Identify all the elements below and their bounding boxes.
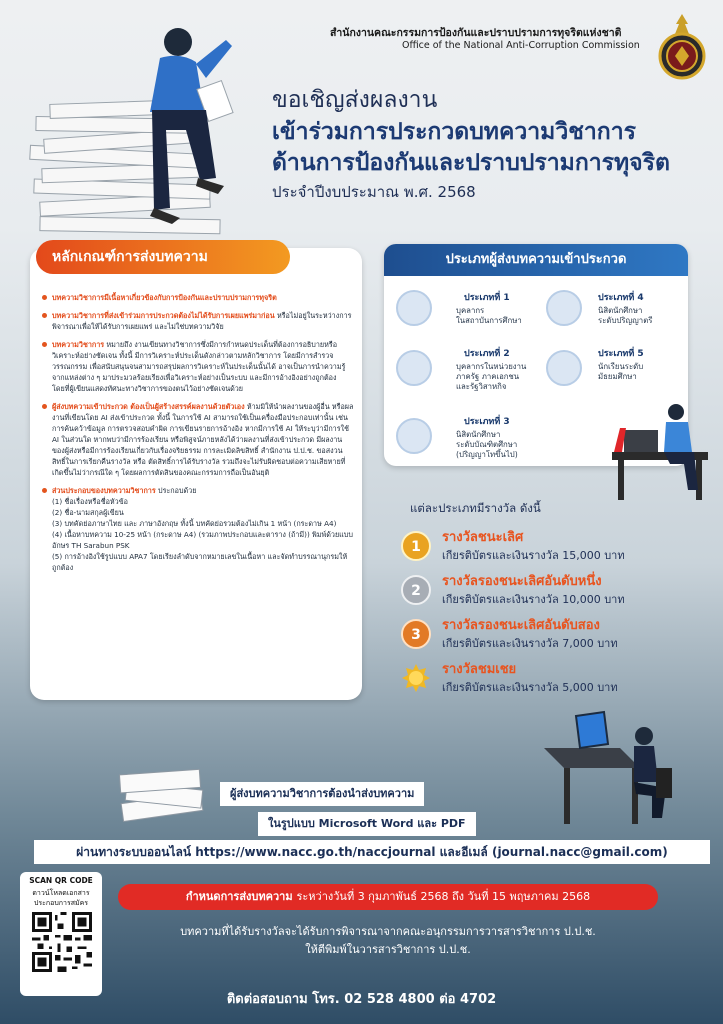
qr-caption-line-1: ดาวน์โหลดเอกสาร [32,889,90,897]
org-name-thai: สำนักงานคณะกรรมการป้องกันและปราบปรามการทุจริตแห่งชาติ [330,27,622,39]
svg-text:1: 1 [411,539,421,555]
hero-title-line-3: ด้านการป้องกันและปราบปรามการทุจริต [272,150,670,176]
criteria-item: บทความวิชาการที่ส่งเข้าร่วมการประกวดต้องไม่ได้รับการเผยแพร่มาก่อน หรือไม่อยู่ในระหว่างการพิจารณาเพื่อให้ได้รับการเผยแพร่ และไม่ใช่บทความวิจัย [42,310,354,332]
svg-text:2: 2 [411,583,421,599]
hero-title-line-1: ขอเชิญส่งผลงาน [272,87,438,113]
svg-text:3: 3 [411,627,421,643]
papers-illustration [112,752,212,832]
qr-caption-line-2: ประกอบการสมัคร [33,899,89,907]
hero-title-line-2: เข้าร่วมการประกวดบทความวิชาการ [272,119,636,145]
publication-note-line-1: บทความที่ได้รับรางวัลจะได้รับการพิจารณาจากคณะอนุกรรมการวารสารวิชาการ ป.ป.ช. [180,925,596,938]
component-item: (1) ชื่อเรื่องหรือชื่อหัวข้อ [52,497,128,506]
criteria-item: ส่วนประกอบของบทความวิชาการ ประกอบด้วย (1) ชื่อเรื่องหรือชื่อหัวข้อ (2) ชื่อ-นามสกุลผู้เขียน (3) บทคัดย่อภาษาไทย และ ภาษาอังกฤษ ทั้งนี้ บทคัดย่อรวมต้องไม่เกิน 1 หน้า (กระดาษ A4) (4) เนื้อหาบทความ 10-25 หน้า (กระดาษ A4) (รวมภาพประกอบและตาราง (ถ้ามี)) พิมพ์ด้วยแบบอักษร TH Sarabun PSK (5) การอ้างอิงใช้รูปแบบ APA7 โดยเรียงลำดับจากหมายเลขในเนื้อหา และจัดทำบรรณานุกรมให้ถูกต้อง [42,485,354,573]
submission-online-link[interactable]: ผ่านทางระบบออนไลน์ https://www.nacc.go.th/naccjournal และอีเมล์ (journal.nacc@gmail.com) [34,840,710,864]
person-at-desk-illustration [604,394,714,504]
prize-honorable: รางวัลชมเชย เกียรติบัตรและเงินรางวัล 5,000 บาท [400,658,700,698]
stacked-papers-illustration [20,18,280,258]
criteria-list [42,292,354,580]
prizes-intro: แต่ละประเภทมีรางวัล ดังนี้ [410,501,541,515]
user-avatar-icon [396,418,432,454]
qr-title: SCAN QR CODE [29,876,93,885]
contact-info: ติดต่อสอบถาม โทร. 02 528 4800 ต่อ 4702 [226,992,497,1007]
silver-medal-icon [400,574,432,606]
criteria-item: บทความวิชาการ หมายถึง งานเขียนทางวิชาการซึ่งมีการกำหนดประเด็นที่ต้องการอธิบายหรือวิเคราะห์อย่างชัดเจน ทั้งนี้ มีการวิเคราะห์ประเด็นดังกล่าวตามหลักวิชาการ โดยมีการสำรวจวรรณกรรม เพื่อสนับสนุนจนสามารถสรุปผลการวิเคราะห์ในประเด็นนั้นได้ อาจเป็นการนำความรู้จากแหล่งต่าง ๆ มาประมวลร้อยเรียงเพื่อวิเคราะห์อย่างเป็นระบบ และมีการอ้างอิงอย่างถูกต้อง โดยที่ผู้เขียนแสดงทัศนะทางวิชาการของตนไว้อย่างชัดเจนด้วย [42,339,354,394]
honor-medal-icon [400,662,432,694]
submission-format-line-1: ผู้ส่งบทความวิชาการต้องนำส่งบทความ [220,782,424,806]
user-avatar-icon [546,290,582,326]
qr-code-icon[interactable] [32,912,92,972]
nacc-logo-icon [655,12,709,82]
component-item: (5) การอ้างอิงใช้รูปแบบ APA7 โดยเรียงลำดับจากหมายเลขในเนื้อหา และจัดทำบรรณานุกรมให้ถูกต้อง [52,552,348,572]
org-name-english: Office of the National Anti-Corruption Commission [402,40,640,51]
person-at-computer-illustration [540,708,680,828]
user-avatar-icon [396,290,432,326]
prize-third: 3 รางวัลรองชนะเลิศอันดับสอง เกียรติบัตรและเงินรางวัล 7,000 บาท [400,614,700,654]
submission-format-line-2: ในรูปแบบ Microsoft Word และ PDF [258,812,476,836]
categories-heading: ประเภทผู้ส่งบทความเข้าประกวด [384,244,688,276]
gold-medal-icon [400,530,432,562]
prize-first: 1 รางวัลชนะเลิศ เกียรติบัตรและเงินรางวัล 15,000 บาท [400,526,700,566]
user-avatar-icon [396,350,432,386]
component-item: (2) ชื่อ-นามสกุลผู้เขียน [52,508,124,517]
hero-title-line-4: ประจำปีงบประมาณ พ.ศ. 2568 [272,183,476,201]
criteria-item: ผู้ส่งบทความเข้าประกวด ต้องเป็นผู้สร้างสรรค์ผลงานด้วยตัวเอง ห้ามมิให้นำผลงานของผู้อื่น หรือผลงานที่เขียนโดย AI ส่งเข้าประกวด ทั้งนี้ ในการใช้ AI สามารถใช้เป็นเครื่องมือประกอบเท่านั้น เช่น การค้นคว้าข้อมูล การตรวจสอบคำผิด การเขียนรายการอ้างอิง หากมีการใช้ AI ให้ระบุว่ามีการใช้ AI ในส่วนใด หากพบว่ามีการร้องเรียน หรือพิสูจน์ภายหลังได้ว่าผลงานที่ส่งเข้าประกวด มีผลงานของผู้ส่งหรือมีการร้องเรียนเกี่ยวกับเรื่องจริยธรรม การละเมิดลิขสิทธิ์ สำนักงาน ป.ป.ช. ขอสงวนสิทธิ์ในการเรียกคืนรางวัล หรือ ตัดสิทธิ์การได้รับรางวัล รวมถึงจะไม่รับผิดชอบต่อความเสียหายที่เกิดขึ้นไม่ว่ากรณีใด ๆ โดยผลการตัดสินของคณะกรรมการถือเป็นอันยุติ [42,401,354,478]
criteria-item: บทความวิชาการมีเนื้อหาเกี่ยวข้องกับการป้องกันและปราบปรามการทุจริต [42,292,354,303]
bronze-medal-icon [400,618,432,650]
component-item: (3) บทคัดย่อภาษาไทย และ ภาษาอังกฤษ ทั้งนี้ บทคัดย่อรวมต้องไม่เกิน 1 หน้า (กระดาษ A4) [52,519,337,528]
component-item: (4) เนื้อหาบทความ 10-25 หน้า (กระดาษ A4) (รวมภาพประกอบและตาราง (ถ้ามี)) พิมพ์ด้วยแบบอักษร TH Sarabun PSK [52,530,353,550]
publication-note-line-2: ให้ตีพิมพ์ในวารสารวิชาการ ป.ป.ช. [305,943,471,956]
prize-second: 2 รางวัลรองชนะเลิศอันดับหนึ่ง เกียรติบัตรและเงินรางวัล 10,000 บาท [400,570,700,610]
user-avatar-icon [546,350,582,386]
deadline-banner: กำหนดการส่งบทความ ระหว่างวันที่ 3 กุมภาพันธ์ 2568 ถึง วันที่ 15 พฤษภาคม 2568 [118,884,658,910]
criteria-heading: หลักเกณฑ์การส่งบทความ [36,240,290,274]
